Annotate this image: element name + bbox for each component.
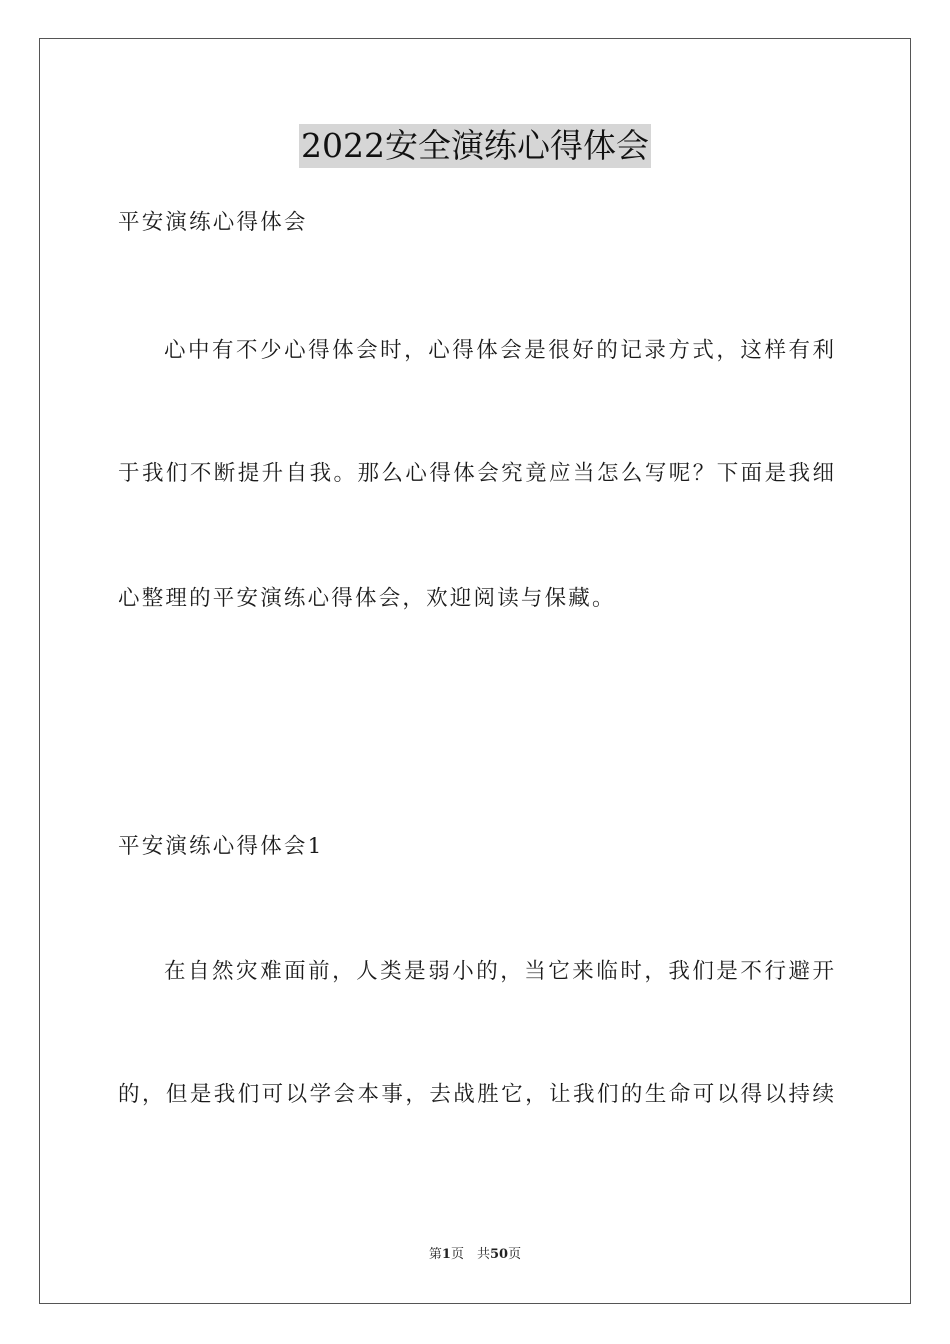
footer-suffix: 页 <box>508 1247 522 1262</box>
paragraph-line: 于我们不断提升自我。那么心得体会究竟应当怎么写呢？下面是我细 <box>118 461 834 486</box>
paragraph-line: 的，但是我们可以学会本事，去战胜它，让我们的生命可以得以持续 <box>118 1082 834 1107</box>
section-heading: 平安演练心得体会 <box>118 210 308 235</box>
document-title-wrap <box>0 124 950 168</box>
footer-prefix: 第 <box>428 1247 442 1262</box>
footer-total-pages: 50 <box>489 1247 509 1262</box>
page-footer <box>0 1246 950 1264</box>
paragraph-line: 心整理的平安演练心得体会，欢迎阅读与保藏。 <box>118 586 616 611</box>
section-heading: 平安演练心得体会1 <box>118 834 324 859</box>
document-title: 2022安全演练心得体会 <box>299 124 651 168</box>
paragraph-line: 在自然灾难面前，人类是弱小的，当它来临时，我们是不行避开 <box>164 959 834 984</box>
paragraph-line: 心中有不少心得体会时，心得体会是很好的记录方式，这样有利 <box>164 338 834 363</box>
footer-current-page: 1 <box>441 1247 451 1262</box>
footer-mid: 页 共 <box>450 1247 490 1262</box>
